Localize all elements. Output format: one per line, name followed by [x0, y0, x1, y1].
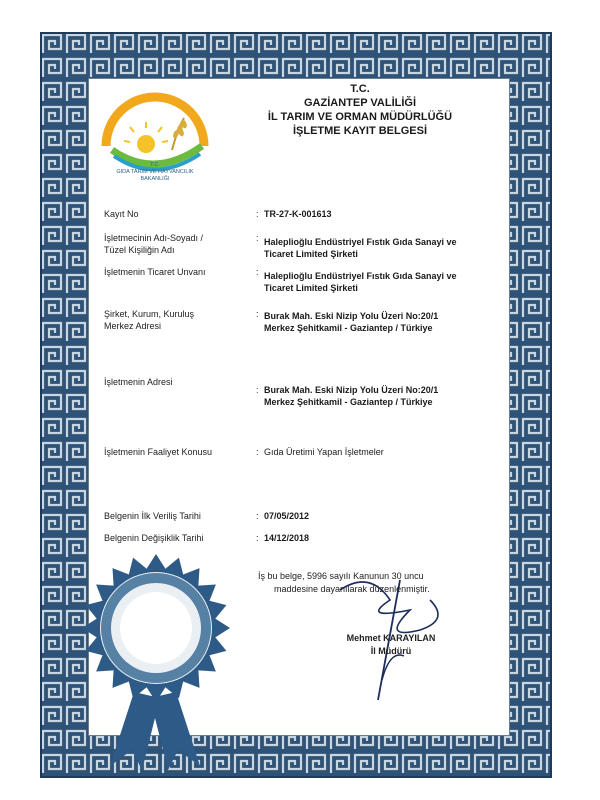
- field-value: [264, 384, 514, 408]
- field-label: Belgenin İlk Veriliş Tarihi: [104, 511, 201, 521]
- field-colon: :: [256, 267, 259, 277]
- legal-notice: [258, 570, 478, 596]
- field-colon: :: [256, 385, 259, 395]
- field-value-line2: Ticaret Limited Şirketi: [264, 249, 358, 259]
- field-value-line1: Burak Mah. Eski Nizip Yolu Üzeri No:20/1: [264, 385, 439, 395]
- field-label-line2: Merkez Adresi: [104, 321, 162, 331]
- logo-caption-line3: BAKANLIĞI: [140, 176, 170, 182]
- field-colon: :: [256, 233, 259, 243]
- field-value: [264, 310, 514, 334]
- header-line-directorate: İL TARIM VE ORMAN MÜDÜRLÜĞÜ: [267, 111, 453, 123]
- field-value-line1: Haleplioğlu Endüstriyel Fıstık Gıda Sanayi ve: [264, 237, 457, 247]
- field-value-line2: Merkez Şehitkamil - Gaziantep / Türkiye: [264, 323, 433, 333]
- seal-rosette: [76, 552, 236, 770]
- legal-notice-line1: İş bu belge, 5996 sayılı Kanunun 30 uncu: [258, 571, 424, 581]
- signatory-block: [316, 632, 466, 658]
- document-title: İŞLETME KAYIT BELGESİ: [292, 125, 428, 137]
- field-value-line1: Burak Mah. Eski Nizip Yolu Üzeri No:20/1: [264, 311, 439, 321]
- field-label: İşletmenin Ticaret Unvanı: [104, 267, 206, 277]
- field-value: Gıda Üretimi Yapan İşletmeler: [264, 447, 384, 457]
- field-value: TR-27-K-001613: [264, 209, 332, 219]
- field-colon: :: [256, 511, 259, 521]
- field-label: Kayıt No: [104, 209, 139, 219]
- field-label: [104, 308, 254, 332]
- field-label: İşletmenin Faaliyet Konusu: [104, 447, 213, 457]
- field-label: Belgenin Değişiklik Tarihi: [104, 533, 204, 543]
- field-label-line1: İşletmecinin Adı-Soyadı /: [104, 233, 204, 243]
- field-value: [264, 270, 514, 294]
- logo-caption: [92, 162, 218, 183]
- signatory-name: Mehmet KARAYILAN: [346, 633, 436, 643]
- field-value: [264, 236, 514, 260]
- field-value-line2: Merkez Şehitkamil - Gaziantep / Türkiye: [264, 397, 433, 407]
- field-value-line2: Ticaret Limited Şirketi: [264, 283, 358, 293]
- field-colon: :: [256, 447, 259, 457]
- field-value: 07/05/2012: [264, 511, 310, 521]
- logo-caption-line2: GIDA TARIM VE HAYVANCILIK: [116, 169, 194, 175]
- field-label: [104, 232, 254, 256]
- field-colon: :: [256, 533, 259, 543]
- field-colon: :: [256, 309, 259, 319]
- document-header: [240, 82, 480, 138]
- field-label: İşletmenin Adresi: [104, 377, 173, 387]
- field-value: 14/12/2018: [264, 533, 310, 543]
- field-value-line1: Haleplioğlu Endüstriyel Fıstık Gıda Sanayi ve: [264, 271, 457, 281]
- signatory-title: İl Müdürü: [370, 646, 412, 656]
- field-label-line2: Tüzel Kişiliğin Adı: [104, 245, 175, 255]
- header-line-tc: T.C.: [350, 83, 370, 95]
- field-label-line1: Şirket, Kurum, Kuruluş: [104, 309, 195, 319]
- logo-caption-line1: T.C.: [150, 162, 160, 168]
- legal-notice-line2: maddesine dayanılarak düzenlenmiştir.: [274, 584, 430, 594]
- header-line-governorship: GAZİANTEP VALİLİĞİ: [303, 97, 417, 109]
- field-colon: :: [256, 209, 259, 219]
